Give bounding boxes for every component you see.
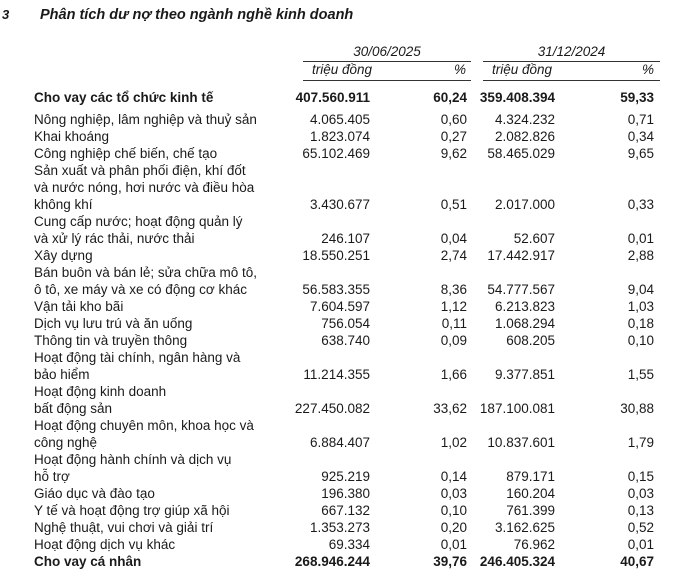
- row-label: Dịch vụ lưu trú và ăn uống: [34, 316, 193, 331]
- row-label: Hoạt động chuyên môn, khoa học và: [34, 418, 254, 433]
- cell-pct-2024: 0,33: [627, 197, 654, 212]
- row-label: Khai khoáng: [34, 129, 110, 144]
- cell-amount-2024: 76.962: [513, 537, 555, 552]
- row-label: công nghệ: [34, 435, 98, 450]
- cell-amount-2024: 4.324.232: [494, 112, 555, 127]
- row-label: Nông nghiệp, lâm nghiệp và thuỷ sản: [34, 112, 257, 127]
- cell-amount-2025: 667.132: [321, 503, 370, 518]
- cell-amount-2025: 925.219: [321, 469, 370, 484]
- cell-amount-2024: 58.465.029: [487, 146, 555, 161]
- cell-amount-2024: 879.171: [506, 469, 555, 484]
- cell-amount-2025: 1.353.273: [309, 520, 370, 535]
- cell-pct-2025: 1,02: [440, 435, 467, 450]
- row-label: Cho vay cá nhân: [34, 554, 142, 569]
- unit-pct-2024: %: [642, 62, 655, 77]
- cell-pct-2024: 0,18: [627, 316, 654, 331]
- cell-pct-2025: 33,62: [433, 401, 467, 416]
- cell-pct-2024: 2,88: [627, 248, 654, 263]
- cell-amount-2025: 11.214.355: [303, 367, 370, 382]
- cell-amount-2024: 17.442.917: [487, 248, 555, 263]
- cell-amount-2024: 761.399: [506, 503, 555, 518]
- cell-pct-2024: 59,33: [620, 90, 654, 105]
- row-label: ô tô, xe máy và xe có động cơ khác: [34, 282, 247, 297]
- row-label: Cung cấp nước; hoạt động quản lý: [34, 214, 243, 229]
- row-label: Y tế và hoạt động trợ giúp xã hội: [34, 503, 230, 518]
- cell-amount-2025: 7.604.597: [309, 299, 370, 314]
- cell-amount-2024: 10.837.601: [487, 435, 555, 450]
- cell-pct-2024: 0,01: [627, 537, 654, 552]
- cell-amount-2025: 65.102.469: [302, 146, 370, 161]
- cell-pct-2024: 0,10: [627, 333, 654, 348]
- cell-amount-2025: 69.334: [328, 537, 370, 552]
- cell-amount-2024: 9.377.851: [494, 367, 555, 382]
- cell-pct-2025: 0,10: [440, 503, 467, 518]
- cell-pct-2024: 0,15: [627, 469, 654, 484]
- cell-amount-2025: 756.054: [321, 316, 370, 331]
- unit-amount-2025: triệu đồng: [312, 62, 373, 77]
- unit-underline-2024: [483, 80, 660, 81]
- cell-pct-2025: 2,74: [440, 248, 467, 263]
- row-label: bất động sản: [34, 401, 113, 416]
- cell-pct-2024: 1,79: [627, 435, 654, 450]
- cell-amount-2025: 407.560.911: [295, 90, 370, 105]
- cell-pct-2025: 0,11: [441, 316, 467, 331]
- cell-pct-2024: 0,71: [627, 112, 654, 127]
- date-header-2025: 30/06/2025: [353, 44, 421, 59]
- cell-pct-2024: 1,55: [627, 367, 654, 382]
- section-number: 3: [2, 7, 10, 22]
- row-label: Hoạt động kinh doanh: [34, 384, 167, 399]
- cell-amount-2025: 1.823.074: [309, 129, 370, 144]
- cell-pct-2024: 0,03: [627, 486, 654, 501]
- row-label: Thông tin và truyền thông: [34, 333, 188, 348]
- row-label: Hoạt động tài chính, ngân hàng và: [34, 350, 241, 365]
- date-header-2024: 31/12/2024: [537, 44, 606, 59]
- cell-pct-2024: 1,03: [627, 299, 654, 314]
- row-label: Cho vay các tổ chức kinh tế: [34, 90, 214, 105]
- cell-pct-2025: 0,20: [440, 520, 467, 535]
- cell-amount-2025: 196.380: [321, 486, 370, 501]
- cell-pct-2024: 0,13: [627, 503, 654, 518]
- cell-pct-2024: 9,04: [627, 282, 654, 297]
- row-label: Giáo dục và đào tạo: [34, 486, 155, 501]
- cell-pct-2025: 0,27: [440, 129, 467, 144]
- cell-pct-2025: 0,09: [440, 333, 467, 348]
- cell-pct-2025: 1,66: [440, 367, 467, 382]
- cell-pct-2024: 0,34: [627, 129, 654, 144]
- cell-pct-2025: 0,04: [440, 231, 467, 246]
- row-label: Sản xuất và phân phối điện, khí đốt: [34, 163, 246, 178]
- cell-amount-2025: 268.946.244: [294, 554, 370, 569]
- row-label: không khí: [34, 197, 93, 212]
- cell-amount-2024: 246.405.324: [479, 554, 555, 569]
- cell-amount-2024: 187.100.081: [479, 401, 555, 416]
- cell-amount-2025: 227.450.082: [294, 401, 370, 416]
- cell-pct-2025: 9,62: [440, 146, 467, 161]
- cell-pct-2024: 30,88: [620, 401, 654, 416]
- cell-amount-2024: 160.204: [506, 486, 555, 501]
- cell-amount-2024: 54.777.567: [487, 282, 555, 297]
- cell-amount-2025: 4.065.405: [309, 112, 370, 127]
- row-label: Xây dựng: [34, 248, 93, 263]
- unit-underline-2025: [303, 80, 471, 81]
- cell-pct-2025: 0,01: [440, 537, 467, 552]
- cell-pct-2025: 1,12: [440, 299, 467, 314]
- cell-amount-2024: 608.205: [506, 333, 555, 348]
- cell-amount-2024: 359.408.394: [479, 90, 555, 105]
- cell-amount-2024: 2.017.000: [494, 197, 555, 212]
- cell-pct-2025: 39,76: [433, 554, 467, 569]
- row-label: bảo hiểm: [34, 367, 90, 382]
- cell-amount-2025: 246.107: [321, 231, 370, 246]
- unit-pct-2025: %: [454, 62, 467, 77]
- cell-amount-2024: 3.162.625: [494, 520, 555, 535]
- row-label: Hoạt động hành chính và dịch vụ: [34, 452, 232, 467]
- cell-amount-2025: 56.583.355: [302, 282, 370, 297]
- cell-amount-2025: 18.550.251: [302, 248, 370, 263]
- cell-amount-2025: 3.430.677: [309, 197, 370, 212]
- cell-pct-2024: 9,65: [627, 146, 654, 161]
- row-label: Bán buôn và bán lẻ; sửa chữa mô tô,: [34, 265, 257, 280]
- cell-amount-2025: 638.740: [321, 333, 370, 348]
- cell-amount-2024: 6.213.823: [494, 299, 555, 314]
- cell-amount-2025: 6.884.407: [309, 435, 370, 450]
- cell-pct-2024: 0,01: [627, 231, 654, 246]
- row-label: Công nghiệp chế biến, chế tạo: [34, 146, 218, 161]
- cell-pct-2025: 8,36: [440, 282, 467, 297]
- unit-amount-2024: triệu đồng: [492, 62, 553, 77]
- row-label: Nghệ thuật, vui chơi và giải trí: [34, 520, 214, 535]
- row-label: Hoạt động dịch vụ khác: [34, 537, 176, 552]
- row-label: và nước nóng, hơi nước và điều hòa: [34, 180, 255, 195]
- row-label: hỗ trợ: [34, 469, 70, 484]
- row-label: Vận tải kho bãi: [34, 299, 124, 314]
- cell-amount-2024: 52.607: [513, 231, 555, 246]
- cell-pct-2024: 0,52: [627, 520, 654, 535]
- cell-amount-2024: 2.082.826: [494, 129, 555, 144]
- cell-pct-2025: 0,51: [440, 197, 467, 212]
- cell-pct-2024: 40,67: [620, 554, 654, 569]
- section-title: Phân tích dư nợ theo ngành nghề kinh doanh: [40, 7, 354, 23]
- cell-pct-2025: 60,24: [433, 90, 467, 105]
- cell-pct-2025: 0,60: [440, 112, 467, 127]
- cell-pct-2025: 0,14: [440, 469, 467, 484]
- cell-pct-2025: 0,03: [440, 486, 467, 501]
- row-label: và xử lý rác thải, nước thải: [34, 231, 195, 246]
- cell-amount-2024: 1.068.294: [494, 316, 555, 331]
